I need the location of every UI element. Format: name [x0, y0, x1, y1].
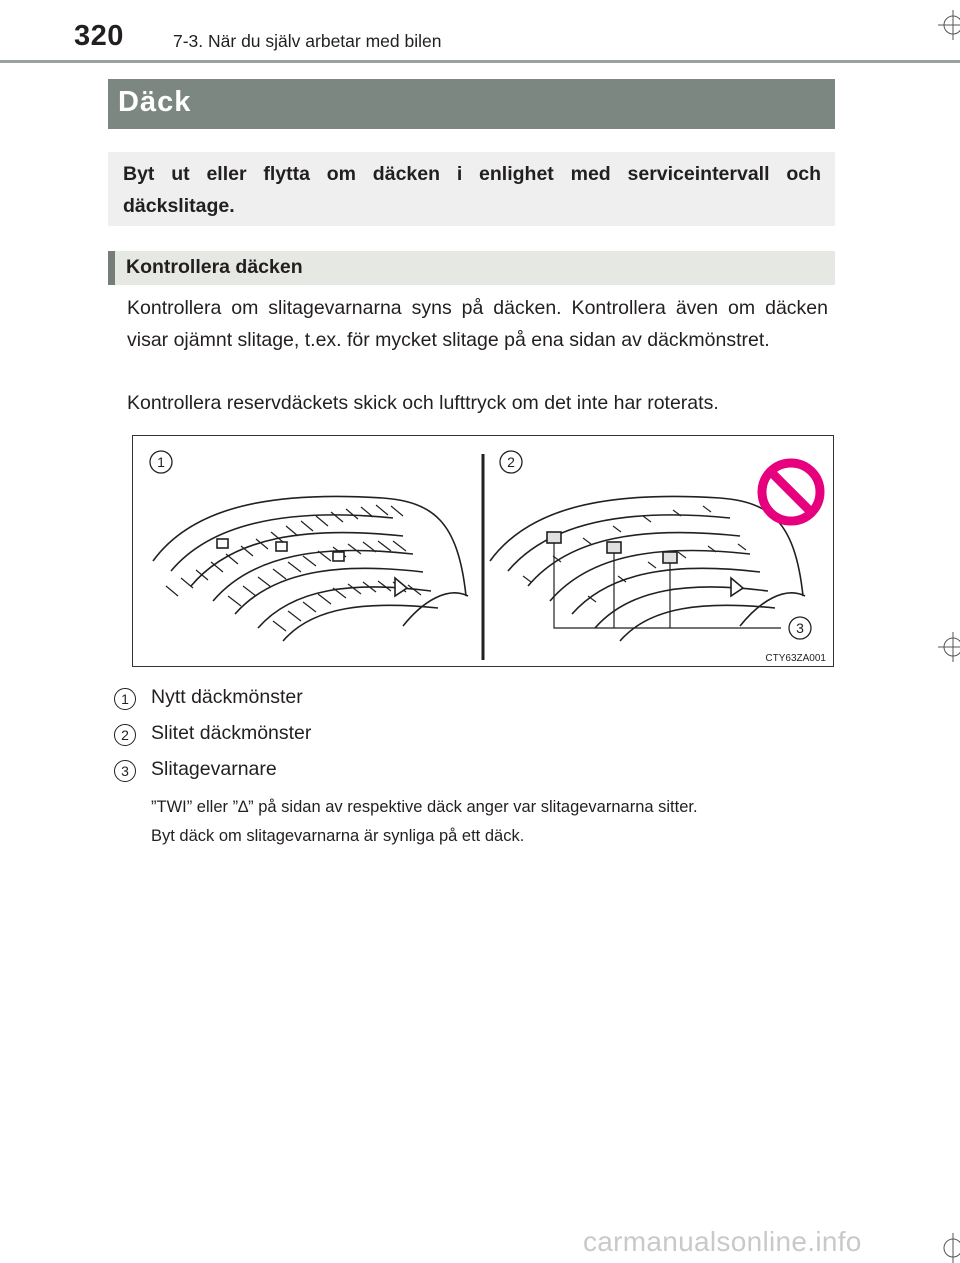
section-heading-marker: [108, 251, 115, 285]
watermark: carmanualsonline.info: [583, 1226, 862, 1257]
header-rule: [0, 60, 960, 63]
crop-mark-icon: [938, 10, 960, 40]
crop-mark-icon: [938, 1233, 960, 1263]
tire-illustration: [132, 435, 834, 667]
tire-drawing: [133, 436, 833, 666]
page-number: 320: [74, 20, 124, 52]
section-heading-text: Kontrollera däcken: [126, 256, 303, 278]
figure-callout-3: 3: [796, 620, 804, 636]
body-paragraph: Kontrollera om slitagevarnarna syns på däcken. Kontrollera även om däcken visar ojämnt slitage, t.ex. för mycket slitage på ena sidan av däckmönstret.: [127, 297, 828, 351]
worn-tread-tire: [490, 496, 805, 641]
section-heading: [108, 251, 835, 285]
legend-number: 3: [114, 760, 136, 782]
legend-number: 1: [114, 688, 136, 710]
new-tread-tire: [153, 496, 468, 641]
figure-callout-1: 1: [157, 454, 165, 470]
figure-callout-2: 2: [507, 454, 515, 470]
figure-code: CTY63ZA001: [765, 653, 826, 664]
page-title: Däck: [118, 86, 192, 118]
legend-label: Slitagevarnare: [151, 758, 277, 780]
note-text: Byt däck om slitagevarnarna är synliga på ett däck.: [151, 827, 525, 845]
crop-mark-icon: [938, 632, 960, 662]
chapter-title: 7-3. När du själv arbetar med bilen: [173, 31, 442, 51]
note-text: ”TWI” eller ”∆” på sidan av respektive däck anger var slitagevarnarna sitter.: [151, 798, 698, 816]
title-banner: [108, 79, 835, 129]
legend-label: Slitet däckmönster: [151, 722, 312, 744]
body-paragraph: Kontrollera reservdäckets skick och lufttryck om det inte har roterats.: [127, 392, 719, 414]
intro-text: Byt ut eller flytta om däcken i enlighet med serviceintervall och däckslitage.: [123, 163, 821, 217]
intro-box: [108, 152, 835, 226]
legend-label: Nytt däckmönster: [151, 686, 303, 708]
legend-number: 2: [114, 724, 136, 746]
prohibited-icon: [762, 463, 820, 521]
